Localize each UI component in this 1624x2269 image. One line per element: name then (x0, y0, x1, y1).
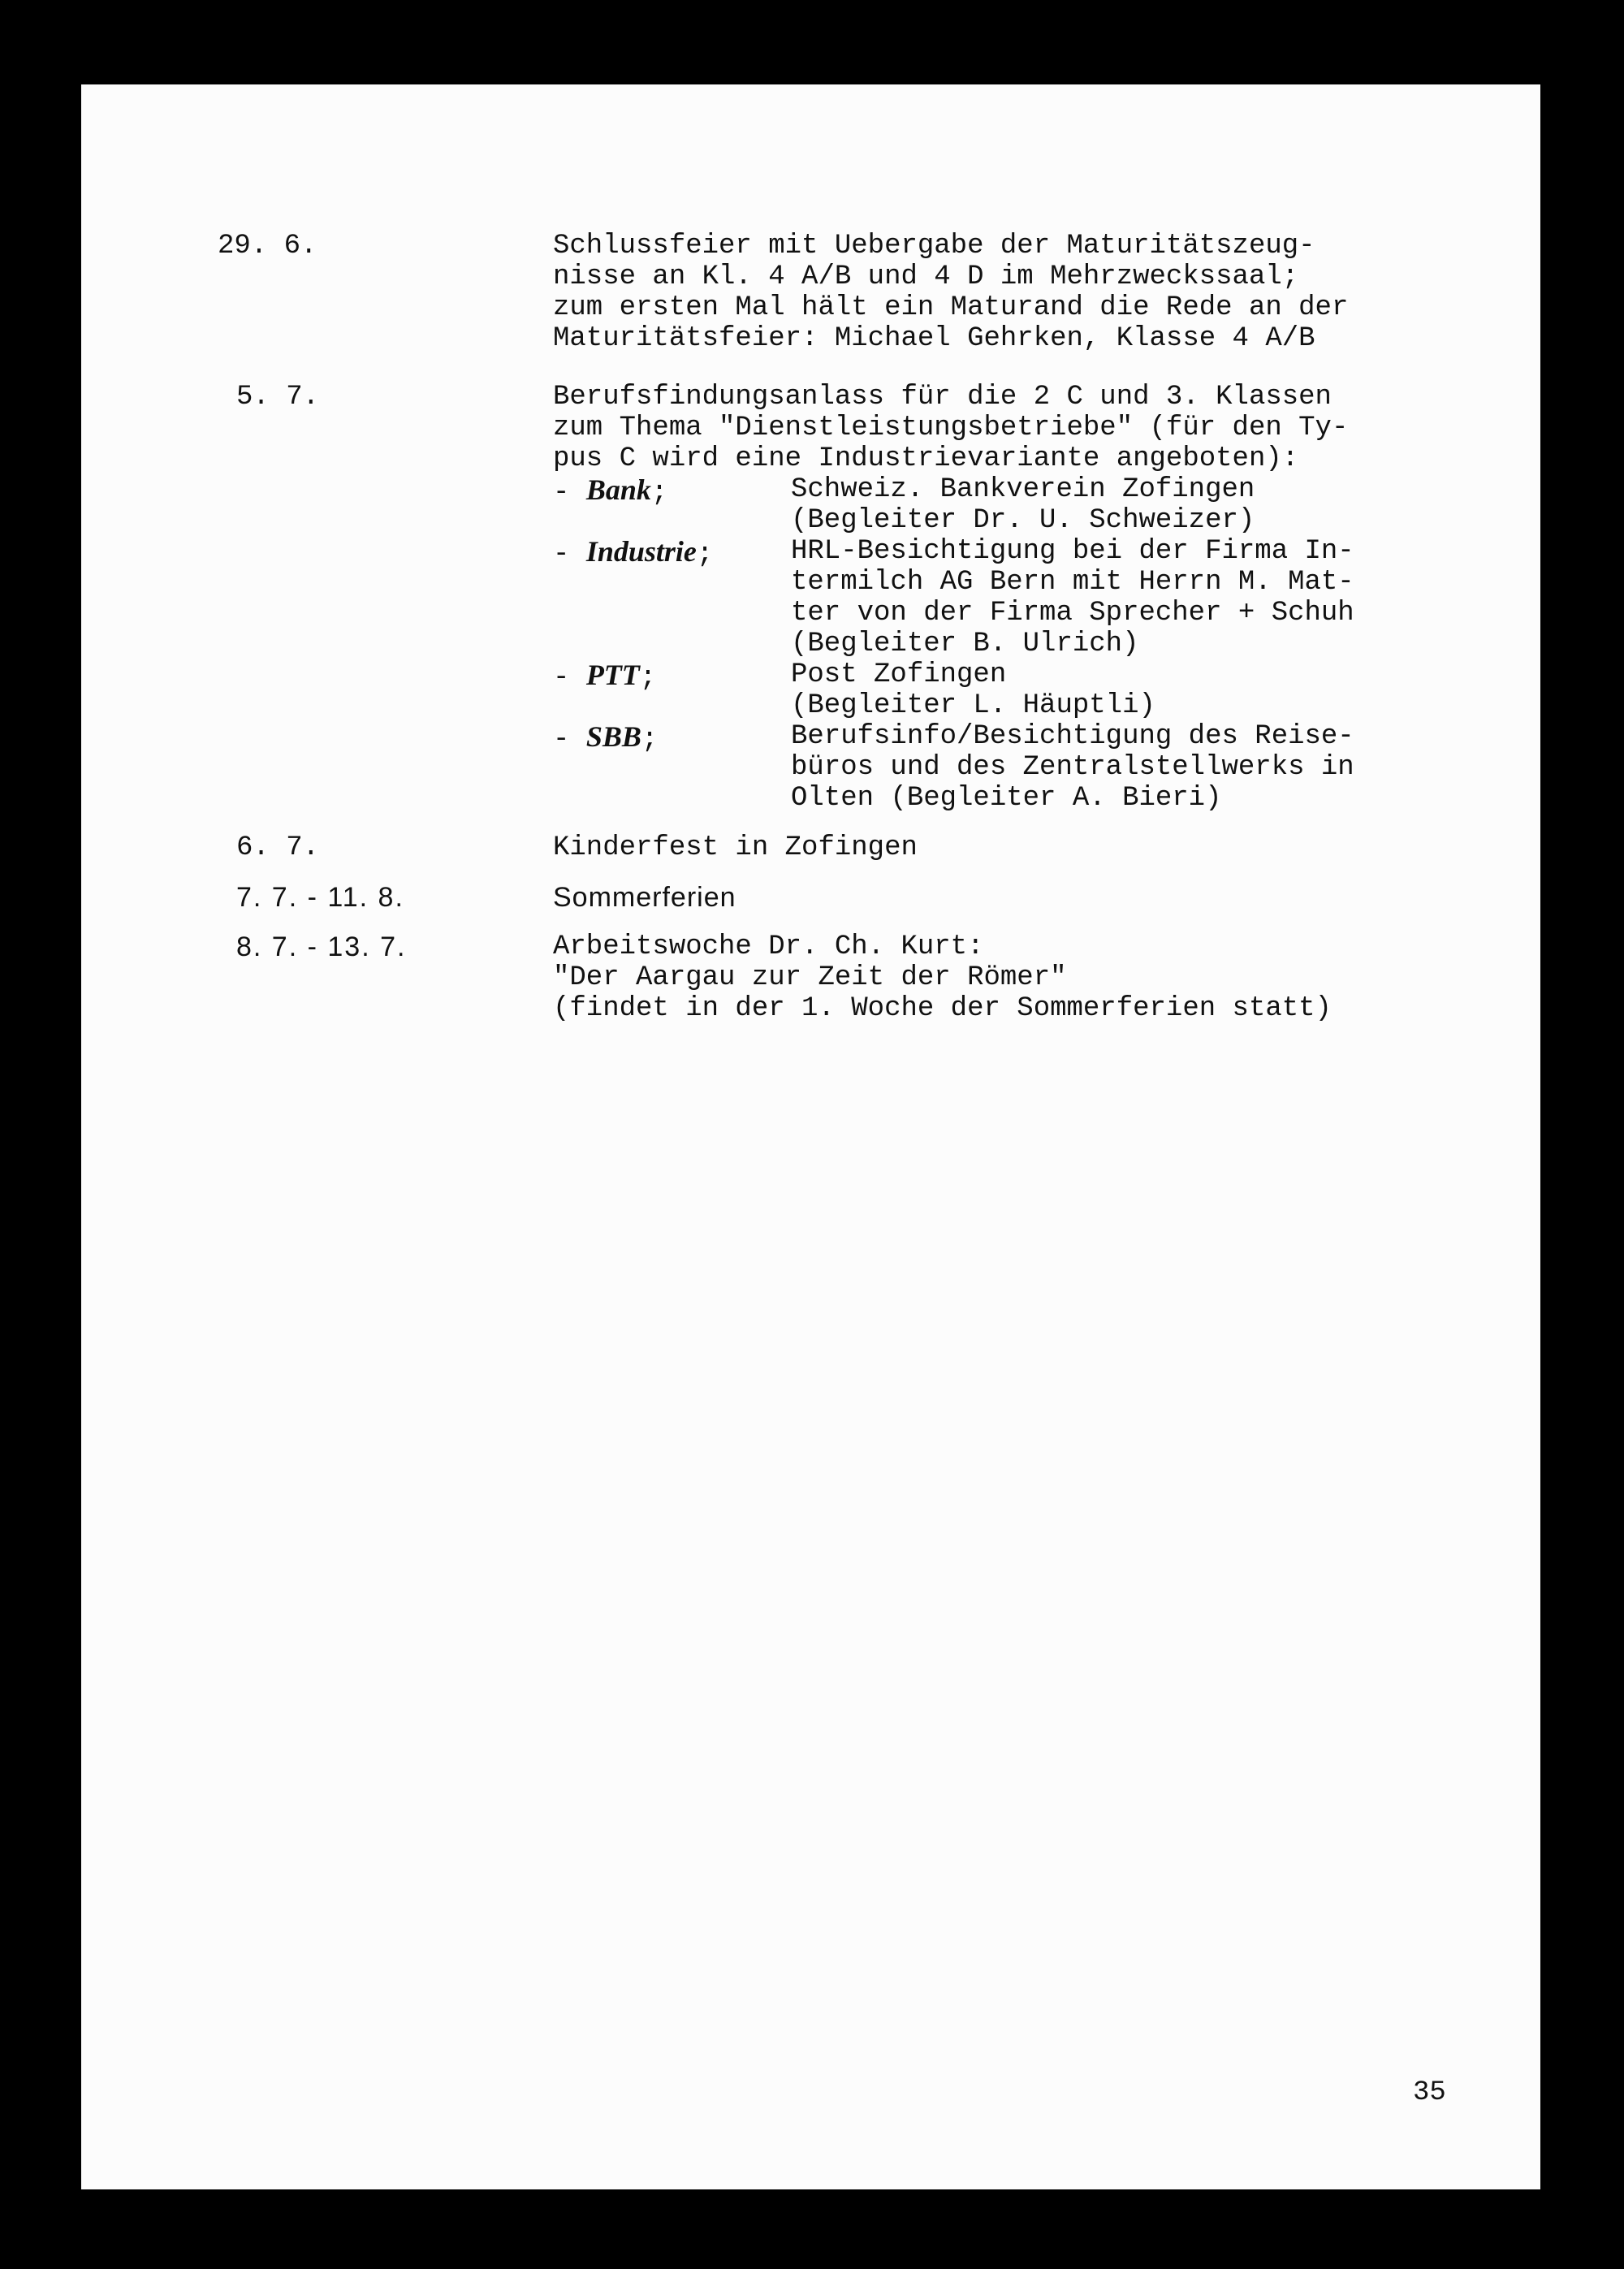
visit-text-line: (Begleiter B. Ulrich) (791, 629, 1139, 659)
entry-date: 5. 7. (236, 382, 320, 413)
entry-text-line: Berufsfindungsanlass für die 2 C und 3. Klassen (553, 382, 1332, 413)
entry-date: 7. 7. - 11. 8. (236, 882, 404, 913)
schedule-entry (218, 382, 1549, 832)
entry-text-line: Maturitätsfeier: Michael Gehrken, Klasse 4 A/B (553, 323, 1315, 354)
visit-item-ptt (553, 659, 1549, 721)
visit-text-line: HRL-Besichtigung bei der Firma In- (791, 536, 1354, 567)
document-page (81, 84, 1540, 2189)
entry-text-line: "Der Aargau zur Zeit der Römer" (553, 962, 1067, 993)
visit-item-sbb (553, 721, 1549, 814)
visit-text-line: Olten (Begleiter A. Bieri) (791, 783, 1222, 814)
entry-text-line: nisse an Kl. 4 A/B und 4 D im Mehrzweckssaal; (553, 261, 1299, 292)
schedule-entry (218, 832, 1549, 882)
entry-text-line: Kinderfest in Zofingen (553, 832, 918, 863)
entry-text-line: (findet in der 1. Woche der Sommerferien statt) (553, 993, 1332, 1024)
schedule-entry (218, 882, 1549, 931)
visit-item-bank (553, 474, 1549, 536)
entry-text-line: Schlussfeier mit Uebergabe der Maturitätszeug- (553, 231, 1315, 261)
schedule-list (218, 231, 1549, 1024)
entry-date: 8. 7. - 13. 7. (236, 931, 407, 962)
visit-label: - Industrie; (553, 535, 714, 570)
entry-text-line: zum Thema "Dienstleistungsbetriebe" (für den Ty- (553, 413, 1349, 443)
visit-list (553, 474, 1549, 814)
page-number: 35 (1413, 2077, 1446, 2108)
entry-text-line: zum ersten Mal hält ein Maturand die Rede an der (553, 292, 1349, 323)
visit-item-industrie (553, 536, 1549, 659)
visit-text-line: Berufsinfo/Besichtigung des Reise- (791, 721, 1354, 752)
visit-text-line: (Begleiter Dr. U. Schweizer) (791, 505, 1255, 536)
entry-date: 6. 7. (236, 832, 320, 863)
visit-label: - Bank; (553, 473, 668, 508)
visit-text-line: Post Zofingen (791, 659, 1007, 690)
schedule-entry (218, 931, 1549, 1024)
schedule-entry (218, 231, 1549, 382)
entry-text-line: Sommerferien (553, 882, 736, 913)
visit-text-line: (Begleiter L. Häuptli) (791, 690, 1155, 721)
visit-label: - PTT; (553, 659, 657, 694)
visit-label: - SBB; (553, 720, 659, 755)
visit-text-line: büros und des Zentralstellwerks in (791, 752, 1354, 783)
entry-text-line: pus C wird eine Industrievariante angeboten): (553, 443, 1299, 474)
visit-text-line: Schweiz. Bankverein Zofingen (791, 474, 1255, 505)
entry-date: 29. 6. (218, 231, 317, 261)
visit-text-line: termilch AG Bern mit Herrn M. Mat- (791, 567, 1354, 598)
visit-text-line: ter von der Firma Sprecher + Schuh (791, 598, 1354, 629)
entry-text-line: Arbeitswoche Dr. Ch. Kurt: (553, 931, 984, 962)
